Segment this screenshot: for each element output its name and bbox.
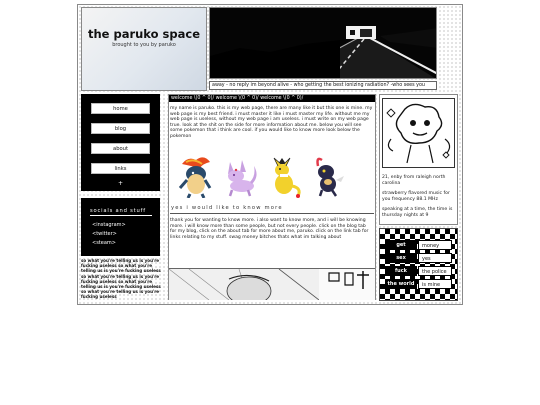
nav-about-button[interactable]: about [91, 143, 150, 154]
road-night-image [210, 8, 437, 79]
site-title: the paruko space [87, 27, 201, 41]
ampharos-sprite [264, 154, 304, 198]
bio-line: 21, enby from raleigh north carolina [382, 175, 446, 186]
social-link-twitter[interactable]: <twitter> [92, 231, 117, 237]
nav-links-button[interactable]: links [91, 163, 150, 174]
typhlosion-sprite [174, 154, 216, 198]
schedule-line: speaking at a time, the time is thursday nights at 9 [382, 207, 453, 218]
nav-plus-glyph: + [118, 180, 124, 187]
status-marquee: away - no reply im beyond alive - who getting the best ionizing radiation? -who sees you [209, 81, 437, 90]
motto-value: yes [418, 253, 452, 263]
motto-value: money [418, 240, 452, 250]
radio-line: strawberry flavored music for you frequency 88.1 MHz [382, 191, 450, 202]
motto-value: the police [418, 266, 452, 276]
know-more-paragraph: thank you for wanting to know more. i also want to know more, and i will be knowing more. i will know more than some people, but not every people. click on the blog tab for my blog, click on the about tab for more about me, paruko. click on the link tab for links relating to my stuff. swag money bitches thats what im talking about [170, 218, 369, 240]
manga-panel-image [169, 268, 375, 300]
header-banner [81, 7, 207, 91]
profile-doodle-image [382, 98, 455, 168]
section-title-know-more: yes i would like to know more [171, 205, 283, 211]
nav-home-button[interactable]: home [91, 103, 150, 114]
motto-row [385, 279, 452, 289]
welcome-banner: welcome \(0 ^ 0)/ welcome \(0 ^ 0)/ welcome \(0 ^ 0)/ [169, 95, 375, 102]
social-link-instagram[interactable]: <instagram> [92, 222, 126, 228]
espeon-sprite [220, 156, 260, 198]
profile-bio [382, 175, 457, 219]
motto-panel-checker [379, 228, 458, 301]
nav-blog-button[interactable]: blog [91, 123, 150, 134]
motto-value: is mine [418, 279, 452, 289]
social-link-steam[interactable]: <steam> [92, 240, 116, 246]
repeated-quote-text: so what you're telling us is you're fucking useless so what you're telling us is you're fucking useless so what you're telling us is you're fucking useless so what you're telling us is you're fucking useless so what you're telling us is you're fucking useless [81, 258, 161, 300]
site-subtitle: brought to you by paruko [112, 42, 176, 48]
intro-paragraph: my name is paruko. this is my web page, there are many like it but this one is mine. my web page is my best friend. i must master it like i must master my life. without me my web page is useless, without my web page i am useless. i must write on my web page true. look at the shit on the side for more information about me. below you will see some pokemon that i think are cool. if you would like to know more look below the pokemon [170, 106, 373, 139]
motto-key: get [385, 240, 417, 250]
socials-divider [90, 215, 152, 216]
header-road-photo [209, 7, 437, 79]
motto-row [385, 266, 452, 276]
pokemon-row [172, 152, 372, 200]
sneasel-sprite [308, 156, 348, 198]
socials-title: socials and stuff [90, 208, 146, 214]
motto-key: the world [385, 279, 417, 289]
motto-row [385, 240, 452, 250]
nav-panel [81, 94, 160, 191]
motto-key: fuck [385, 266, 417, 276]
motto-row [385, 253, 452, 263]
doodle-character-art [383, 99, 455, 168]
socials-panel [81, 198, 160, 256]
manga-strip-art [169, 269, 375, 300]
section-divider [170, 213, 374, 214]
motto-key: sex [385, 253, 417, 263]
